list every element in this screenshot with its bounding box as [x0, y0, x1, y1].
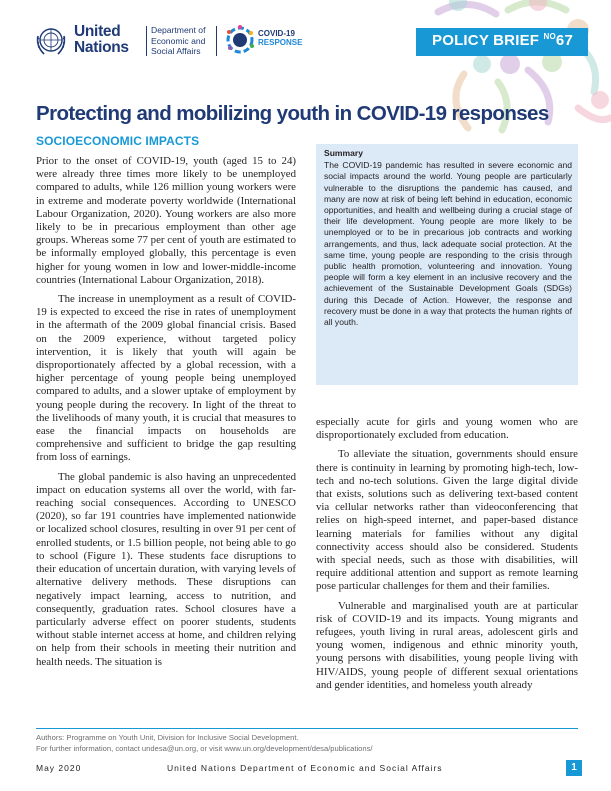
policy-brief-label	[432, 32, 573, 49]
policy-brief-number: 67	[555, 32, 574, 49]
summary-body: The COVID-19 pandemic has resulted in severe economic and social impacts around the world. Young people are particularly vulnerable to the disruptions the pandemic has caused, and many are now at risk of being left behind in education, economic opportunities, and health and wellbeing during a crucial stage of their life development. Young people are more likely to be unemployed or to be in precarious job contracts and working arrangements, and thus, lack adequate social protection. At the same time, young people are responding to the crisis through public health promotion, volunteering and innovation. Young people will form a key element in an inclusive recovery and the achievement of the Sustainable Development Goals (SDGs) during this Decade of Action. However, the response and recovery must be done in a way that protects the human rights of all youth.	[324, 160, 572, 328]
paragraph: Vulnerable and marginalised youth are at particular risk of COVID-19 and its impacts. Young migrants and refugees, youth living in rural areas, adolescent girls and young women, indigenous and ethnic minority youth, young persons with disabilities, young people living with HIV/AIDS, young people of different sexual orientations and gender identities, and homeless youth already	[316, 599, 578, 691]
desa-wordmark	[151, 25, 221, 57]
paragraph: The global pandemic is also having an unprecedented impact on education systems all over the world, with far-reaching social consequences. According to UNESCO (2020), so far 191 countries have implemented nationwide or localized school closures, resulting in over 91 per cent of enrolled students, or 1.5 billion people, not being able to go to school (Figure 1). These students face disruptions to their education of uncertain duration, with varying levels of alternative delivery methods. These disruptions can negatively impact learning, access to nutrition, and consequently, graduation rates. School closures have a particularly adverse effect on poorer students, students without stable internet access at home, and children relying on help from their schools in meeting their nutrition and health needs. The situation is	[36, 470, 296, 668]
covid-response-icon	[224, 24, 256, 56]
right-column	[316, 416, 578, 692]
publication-date: May 2020	[36, 763, 82, 773]
header-divider	[146, 26, 147, 56]
paragraph: To alleviate the situation, governments should ensure there is continuity in learning by promoting high-tech, low-tech and no-tech solutions. Given the large digital divide that exists, solutions such as delivering text-based content via cellular networks rather than videoconferencing that relies on high-speed internet, and paper-based distance learning materials for families without any digital connectivity access should also be considered. Students with special needs, such as those with disabilities, will require additional attention and support as remote learning pose particular challenges for them and their families.	[316, 448, 578, 593]
footer-credits	[36, 732, 373, 754]
un-wordmark	[74, 24, 144, 56]
paragraph: especially acute for girls and young women who are disproportionately excluded from education.	[316, 416, 578, 442]
policy-brief-no: NO	[543, 32, 556, 41]
summary-title: Summary	[324, 148, 363, 158]
un-name-line1: United	[74, 23, 121, 40]
desa-line2: Economic and	[151, 35, 206, 46]
covid-response-wordmark	[258, 29, 302, 47]
header-divider	[216, 26, 217, 56]
covid-line2: RESPONSE	[258, 38, 303, 47]
summary-content	[324, 148, 572, 328]
paragraph: Prior to the onset of COVID-19, youth (aged 15 to 24) were already three times more likely to be unemployed compared to adults, while 126 million young workers were in extreme and moderate poverty worldwide (International Labour Organization, 2020). Young workers are also more likely to be in precarious employment than other age groups. Whereas some 77 per cent of youth are estimated to be informally employed globally, this percentage is even higher for young women in low and lower-middle-income countries (International Labour Organization, 2018).	[36, 155, 296, 286]
desa-line1: Department of	[151, 25, 206, 35]
contact-line: For further information, contact undesa@un.org, or visit www.un.org/development/desa/publications/	[36, 744, 373, 753]
un-name-line2: Nations	[74, 39, 129, 56]
page-number: 1	[571, 762, 577, 773]
footer-organization: United Nations Department of Economic and Social Affairs	[167, 763, 443, 773]
un-emblem-icon	[34, 24, 68, 58]
desa-line3: Social Affairs	[151, 46, 201, 56]
section-heading: SOCIOECONOMIC IMPACTS	[36, 134, 200, 148]
page-title: Protecting and mobilizing youth in COVID-19 responses	[36, 102, 549, 125]
left-column	[36, 155, 296, 669]
covid-line1: COVID-19	[258, 29, 295, 38]
policy-brief-text: POLICY BRIEF	[432, 32, 540, 49]
paragraph: The increase in unemployment as a result of COVID-19 is expected to exceed the rise in rates of unemployment in the aftermath of the 2009 global financial crisis. Based on the 2009 experience, without targeted policy intervention, it is likely that youth will again be disproportionately affected by a global recession, with a higher percentage of young people being unemployed compared to adults, and a slower uptake of employment by young people during the recovery. In light of the threat to the livelihoods of many youth, it is crucial that measures to ease the financial impacts on households are comprehensive and sufficient to bridge the gap resulting from loss of earnings.	[36, 293, 296, 464]
footer-divider	[36, 728, 578, 729]
authors-line: Authors: Programme on Youth Unit, Division for Inclusive Social Development.	[36, 733, 299, 742]
